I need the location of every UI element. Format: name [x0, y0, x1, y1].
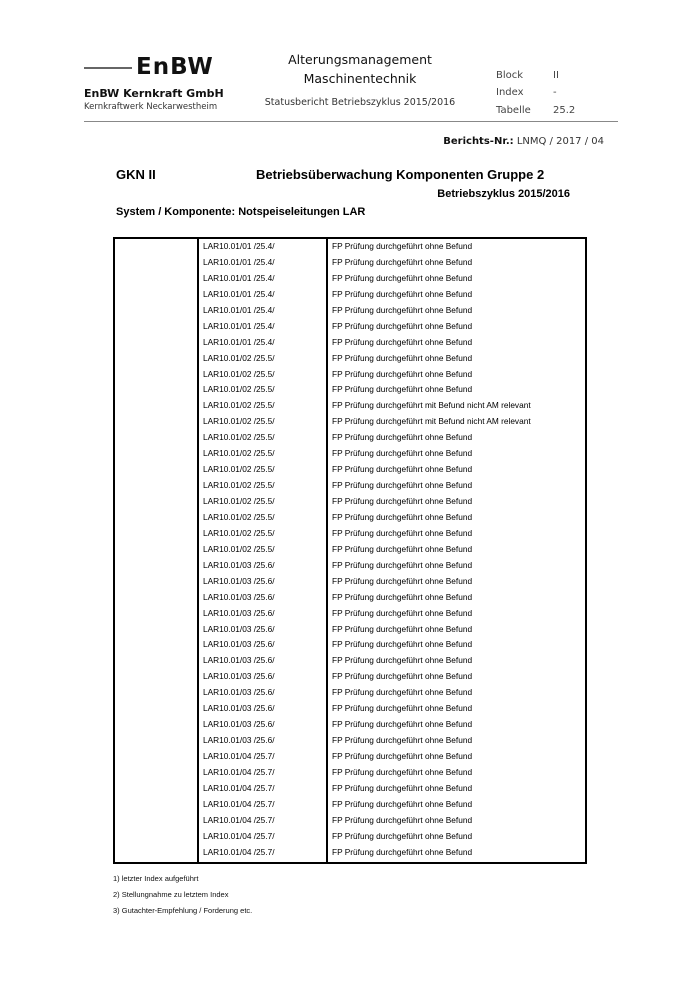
row-component-code: LAR10.01/04 /25.7/ [203, 798, 275, 809]
footnote-1: 1) letzter Index aufgeführt [113, 874, 199, 883]
table-row [199, 637, 585, 653]
row-component-code: LAR10.01/04 /25.7/ [203, 751, 275, 761]
table-row [199, 797, 585, 813]
row-component-code: LAR10.01/04 /25.7/ [203, 766, 275, 777]
row-inspection-result: FP Prüfung durchgeführt ohne Befund [332, 543, 473, 554]
table-row [199, 558, 585, 574]
table-row [199, 574, 585, 590]
table-row [199, 701, 585, 717]
report-number [443, 136, 604, 147]
table-row [199, 813, 585, 829]
table-row [199, 765, 585, 781]
row-inspection-result: FP Prüfung durchgeführt ohne Befund [332, 496, 473, 506]
status-report-label: Statusbericht Betriebszyklus 2015/2016 [264, 97, 456, 108]
row-inspection-result: FP Prüfung durchgeführt ohne Befund [332, 352, 473, 363]
meta-table-label: Tabelle [496, 105, 531, 116]
row-component-code: LAR10.01/03 /25.6/ [203, 735, 275, 746]
row-component-code: LAR10.01/03 /25.6/ [203, 623, 275, 634]
meta-block-label: Block [496, 70, 524, 81]
table-row [199, 542, 585, 558]
row-inspection-result: FP Prüfung durchgeführt ohne Befund [332, 751, 473, 761]
row-component-code: LAR10.01/03 /25.6/ [203, 607, 275, 618]
row-inspection-result: FP Prüfung durchgeführt ohne Befund [332, 511, 473, 522]
row-component-code: LAR10.01/03 /25.6/ [203, 575, 275, 586]
row-component-code: LAR10.01/02 /25.5/ [203, 448, 275, 459]
row-component-code: LAR10.01/04 /25.7/ [203, 814, 275, 825]
table-row [199, 749, 585, 765]
table-row [199, 733, 585, 749]
row-component-code: LAR10.01/02 /25.5/ [203, 511, 275, 522]
table-row [199, 319, 585, 335]
row-inspection-result: FP Prüfung durchgeführt ohne Befund [332, 272, 473, 283]
row-component-code: LAR10.01/02 /25.5/ [203, 384, 275, 395]
operating-cycle: Betriebszyklus 2015/2016 [437, 188, 570, 200]
row-inspection-result: FP Prüfung durchgeführt ohne Befund [332, 559, 473, 570]
row-component-code: LAR10.01/01 /25.4/ [203, 272, 275, 283]
row-component-code: LAR10.01/02 /25.5/ [203, 464, 275, 475]
row-inspection-result: FP Prüfung durchgeführt ohne Befund [332, 687, 473, 698]
row-component-code: LAR10.01/04 /25.7/ [203, 846, 275, 857]
row-inspection-result: FP Prüfung durchgeführt ohne Befund [332, 336, 473, 347]
row-component-code: LAR10.01/03 /25.6/ [203, 671, 275, 682]
document-title-line1: Alterungsmanagement [288, 52, 432, 67]
row-component-code: LAR10.01/01 /25.4/ [203, 304, 275, 315]
row-inspection-result: FP Prüfung durchgeführt ohne Befund [332, 735, 473, 746]
table-row [199, 462, 585, 478]
row-inspection-result: FP Prüfung durchgeführt ohne Befund [332, 655, 473, 666]
table-row [199, 255, 585, 271]
row-inspection-result: FP Prüfung durchgeführt ohne Befund [332, 241, 473, 251]
meta-index-label: Index [496, 87, 524, 98]
row-component-code: LAR10.01/02 /25.5/ [203, 496, 275, 506]
row-component-code: LAR10.01/01 /25.4/ [203, 320, 275, 331]
row-component-code: LAR10.01/02 /25.5/ [203, 432, 275, 443]
company-name: EnBW Kernkraft GmbH [84, 87, 224, 100]
row-component-code: LAR10.01/02 /25.5/ [203, 368, 275, 379]
row-inspection-result: FP Prüfung durchgeführt ohne Befund [332, 719, 473, 730]
row-inspection-result: FP Prüfung durchgeführt ohne Befund [332, 846, 473, 857]
table-row [199, 367, 585, 383]
row-component-code: LAR10.01/02 /25.5/ [203, 480, 275, 491]
table-row [199, 717, 585, 733]
table-row [199, 829, 585, 845]
row-component-code: LAR10.01/02 /25.5/ [203, 416, 275, 427]
document-title-line2: Maschinentechnik [303, 71, 417, 86]
table-row [199, 669, 585, 685]
table-body [199, 239, 585, 861]
row-inspection-result: FP Prüfung durchgeführt ohne Befund [332, 432, 473, 443]
row-component-code: LAR10.01/02 /25.5/ [203, 543, 275, 554]
row-component-code: LAR10.01/03 /25.6/ [203, 719, 275, 730]
meta-table-value: 25.2 [553, 105, 576, 116]
table-row [199, 526, 585, 542]
row-component-code: LAR10.01/04 /25.7/ [203, 830, 275, 841]
row-inspection-result: FP Prüfung durchgeführt mit Befund nicht AM relevant [332, 400, 531, 411]
table-row [199, 414, 585, 430]
row-component-code: LAR10.01/02 /25.5/ [203, 352, 275, 363]
table-row [199, 382, 585, 398]
row-inspection-result: FP Prüfung durchgeführt ohne Befund [332, 639, 473, 650]
row-component-code: LAR10.01/01 /25.4/ [203, 288, 275, 299]
row-component-code: LAR10.01/04 /25.7/ [203, 782, 275, 793]
row-component-code: LAR10.01/01 /25.4/ [203, 256, 275, 267]
row-component-code: LAR10.01/03 /25.6/ [203, 655, 275, 666]
row-inspection-result: FP Prüfung durchgeführt ohne Befund [332, 591, 473, 602]
unit-label: GKN II [116, 167, 156, 182]
system-component: System / Komponente: Notspeiseleitungen LAR [116, 206, 366, 218]
row-component-code: LAR10.01/03 /25.6/ [203, 687, 275, 698]
row-inspection-result: FP Prüfung durchgeführt ohne Befund [332, 256, 473, 267]
row-inspection-result: FP Prüfung durchgeführt mit Befund nicht AM relevant [332, 416, 531, 427]
row-inspection-result: FP Prüfung durchgeführt ohne Befund [332, 782, 473, 793]
row-inspection-result: FP Prüfung durchgeführt ohne Befund [332, 575, 473, 586]
row-component-code: LAR10.01/03 /25.6/ [203, 559, 275, 570]
report-number-value: LNMQ / 2017 / 04 [516, 136, 604, 147]
table-row [199, 510, 585, 526]
row-inspection-result: FP Prüfung durchgeführt ohne Befund [332, 304, 473, 315]
table-row [199, 653, 585, 669]
row-inspection-result: FP Prüfung durchgeführt ohne Befund [332, 671, 473, 682]
table-row [199, 398, 585, 414]
footnote-2: 2) Stellungnahme zu letztem Index [113, 890, 229, 899]
header-divider [84, 121, 618, 122]
meta-block-value: II [553, 70, 559, 81]
row-inspection-result: FP Prüfung durchgeführt ohne Befund [332, 368, 473, 379]
meta-index-value: - [553, 87, 557, 98]
table-row [199, 335, 585, 351]
row-inspection-result: FP Prüfung durchgeführt ohne Befund [332, 766, 473, 777]
row-inspection-result: FP Prüfung durchgeführt ohne Befund [332, 480, 473, 491]
table-row [199, 430, 585, 446]
section-heading: Betriebsüberwachung Komponenten Gruppe 2 [256, 167, 545, 182]
row-inspection-result: FP Prüfung durchgeführt ohne Befund [332, 623, 473, 634]
row-component-code: LAR10.01/02 /25.5/ [203, 400, 275, 411]
row-inspection-result: FP Prüfung durchgeführt ohne Befund [332, 527, 473, 538]
table-row [199, 446, 585, 462]
table-row [199, 622, 585, 638]
row-component-code: LAR10.01/03 /25.6/ [203, 591, 275, 602]
row-inspection-result: FP Prüfung durchgeführt ohne Befund [332, 288, 473, 299]
row-inspection-result: FP Prüfung durchgeführt ohne Befund [332, 703, 473, 714]
row-inspection-result: FP Prüfung durchgeführt ohne Befund [332, 830, 473, 841]
table-row [199, 685, 585, 701]
table-row [199, 271, 585, 287]
company-logo: EnBW [136, 54, 214, 80]
table-row [199, 494, 585, 510]
table-row [199, 351, 585, 367]
table-row [199, 781, 585, 797]
table-row [199, 845, 585, 861]
report-number-label: Berichts-Nr.: [443, 136, 514, 147]
row-inspection-result: FP Prüfung durchgeführt ohne Befund [332, 464, 473, 475]
table-row [199, 606, 585, 622]
row-component-code: LAR10.01/02 /25.5/ [203, 527, 275, 538]
table-row [199, 239, 585, 255]
row-inspection-result: FP Prüfung durchgeführt ohne Befund [332, 448, 473, 459]
row-component-code: LAR10.01/03 /25.6/ [203, 703, 275, 714]
table-row [199, 478, 585, 494]
table-row [199, 303, 585, 319]
row-component-code: LAR10.01/03 /25.6/ [203, 639, 275, 650]
logo-line [84, 67, 132, 69]
footnote-3: 3) Gutachter-Empfehlung / Forderung etc. [113, 906, 253, 915]
row-component-code: LAR10.01/01 /25.4/ [203, 336, 275, 347]
row-inspection-result: FP Prüfung durchgeführt ohne Befund [332, 798, 473, 809]
plant-name: Kernkraftwerk Neckarwestheim [84, 102, 218, 112]
row-inspection-result: FP Prüfung durchgeführt ohne Befund [332, 320, 473, 331]
row-inspection-result: FP Prüfung durchgeführt ohne Befund [332, 607, 473, 618]
row-inspection-result: FP Prüfung durchgeführt ohne Befund [332, 814, 473, 825]
row-component-code: LAR10.01/01 /25.4/ [203, 241, 275, 251]
row-inspection-result: FP Prüfung durchgeführt ohne Befund [332, 384, 473, 395]
table-row [199, 590, 585, 606]
table-row [199, 287, 585, 303]
